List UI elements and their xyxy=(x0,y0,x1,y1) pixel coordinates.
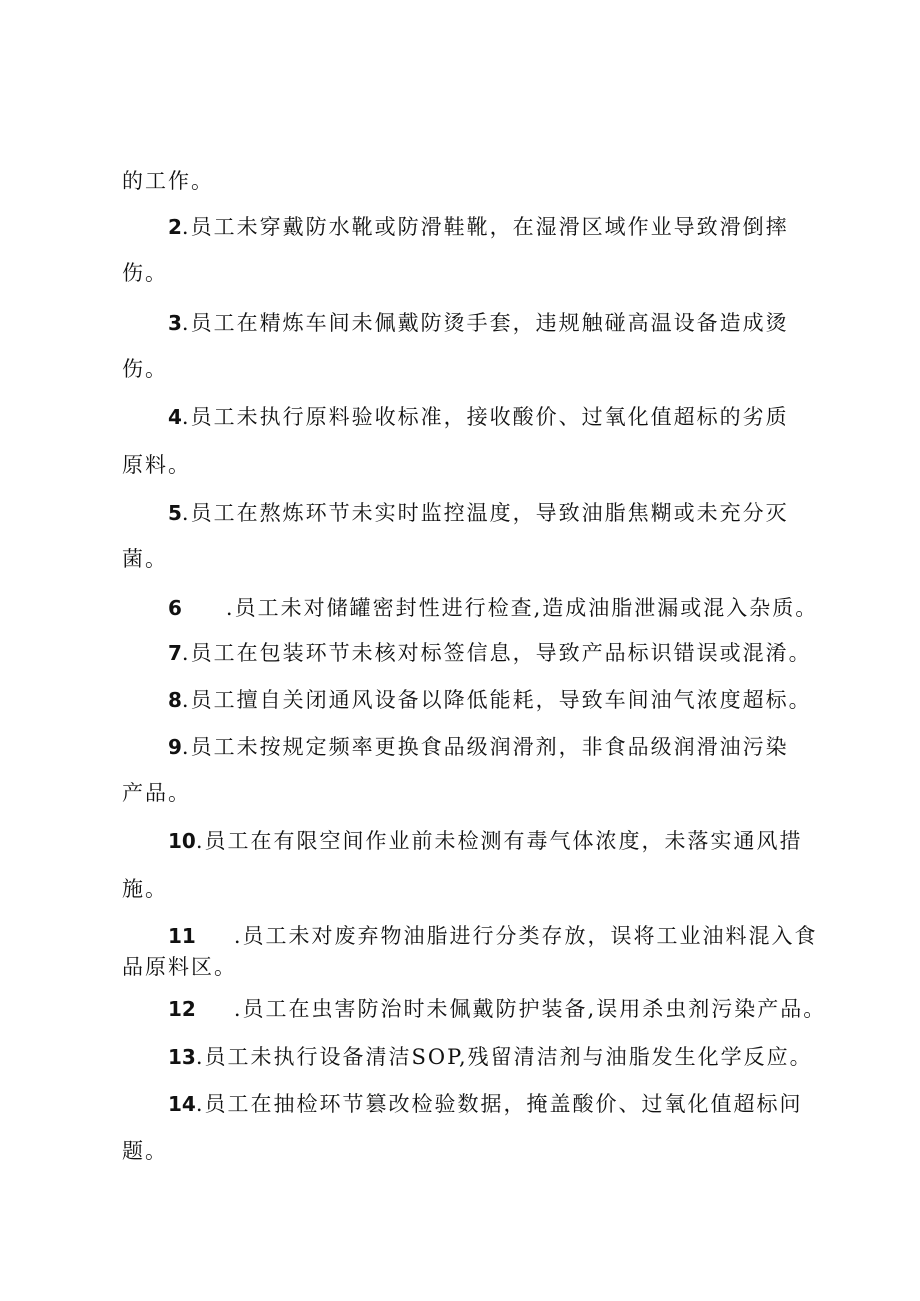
list-item xyxy=(168,921,868,951)
list-item xyxy=(168,593,868,623)
item-text: .员工未执行原料验收标准，接收酸价、过氧化值超标的劣质 xyxy=(181,405,789,429)
item-text: .员工未执行设备清洁SOP,残留清洁剂与油脂发生化学反应。 xyxy=(195,1045,813,1069)
item-number: 13 xyxy=(168,1045,196,1069)
item-number: 5 xyxy=(168,501,182,525)
list-item xyxy=(168,994,868,1024)
list-item xyxy=(168,402,868,432)
item-number: 8 xyxy=(168,688,182,712)
item-continuation: 伤。 xyxy=(122,357,168,381)
list-item xyxy=(168,638,868,668)
item-continuation: 菌。 xyxy=(122,547,168,571)
list-item xyxy=(168,1089,868,1119)
list-item xyxy=(168,212,868,242)
item-text: .员工未穿戴防水靴或防滑鞋靴，在湿滑区域作业导致滑倒摔 xyxy=(181,215,789,239)
item-number: 10 xyxy=(168,829,196,853)
item-continuation: 施。 xyxy=(122,877,168,901)
item-text: .员工在虫害防治时未佩戴防护装备,误用杀虫剂污染产品。 xyxy=(233,997,827,1021)
list-item xyxy=(168,1042,868,1072)
item-continuation: 原料。 xyxy=(122,453,191,477)
list-item xyxy=(168,308,868,338)
item-number: 2 xyxy=(168,215,182,239)
item-number: 12 xyxy=(168,997,196,1021)
item-number: 4 xyxy=(168,405,182,429)
item-continuation: 品原料区。 xyxy=(122,955,237,979)
item-continuation: 伤。 xyxy=(122,261,168,285)
item-text: .员工在包装环节未核对标签信息，导致产品标识错误或混淆。 xyxy=(181,641,812,665)
list-item xyxy=(168,685,868,715)
item-text: .员工未按规定频率更换食品级润滑剂，非食品级润滑油污染 xyxy=(181,735,789,759)
list-item xyxy=(168,498,868,528)
item-number: 11 xyxy=(168,924,196,948)
item-number: 7 xyxy=(168,641,182,665)
item-number: 6 xyxy=(168,596,182,620)
item-text: .员工未对储罐密封性进行检查,造成油脂泄漏或混入杂质。 xyxy=(225,596,819,620)
item-text: .员工在有限空间作业前未检测有毒气体浓度，未落实通风措 xyxy=(195,829,803,853)
item-text: .员工擅自关闭通风设备以降低能耗，导致车间油气浓度超标。 xyxy=(181,688,812,712)
item-number: 9 xyxy=(168,735,182,759)
lead-line: 的工作。 xyxy=(122,169,214,193)
item-continuation: 产品。 xyxy=(122,781,191,805)
item-number: 14 xyxy=(168,1092,196,1116)
item-continuation: 题。 xyxy=(122,1139,168,1163)
item-number: 3 xyxy=(168,311,182,335)
item-text: .员工在抽检环节篡改检验数据，掩盖酸价、过氧化值超标问 xyxy=(195,1092,803,1116)
list-item xyxy=(168,732,868,762)
list-item xyxy=(168,826,868,856)
item-text: .员工在精炼车间未佩戴防烫手套，违规触碰高温设备造成烫 xyxy=(181,311,789,335)
item-text: .员工在熬炼环节未实时监控温度，导致油脂焦糊或未充分灭 xyxy=(181,501,789,525)
item-text: .员工未对废弃物油脂进行分类存放，误将工业油料混入食 xyxy=(233,924,818,948)
